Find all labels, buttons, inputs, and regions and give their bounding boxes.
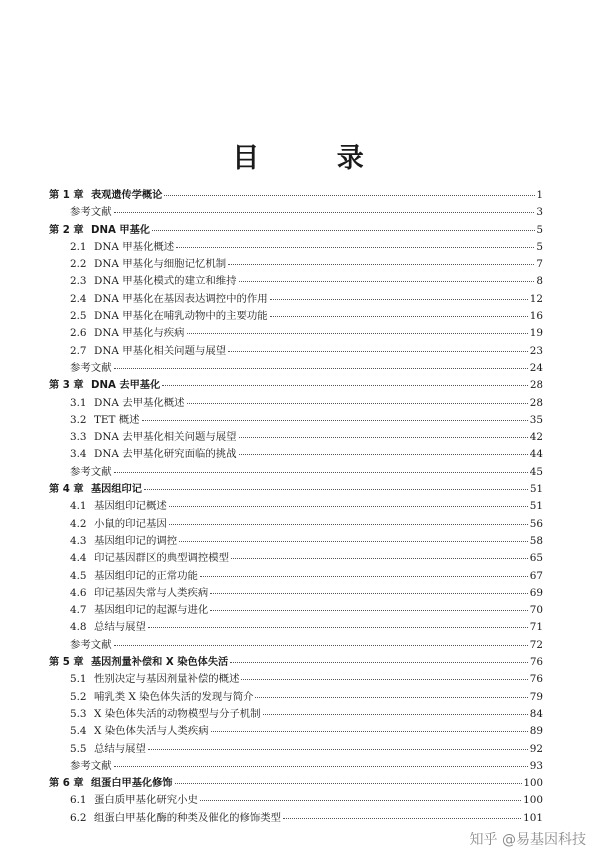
table-of-contents <box>49 187 543 827</box>
entry-title: 表观遗传学概论 <box>91 190 163 201</box>
page-number: 72 <box>529 638 543 651</box>
entry-number: 第 2 章 <box>49 224 84 236</box>
entry-title: 基因组印记概述 <box>94 500 167 513</box>
entry-title: DNA 去甲基化相关问题与展望 <box>94 431 237 444</box>
dot-leader <box>148 617 528 628</box>
entry-title: 印记基因失常与人类疾病 <box>94 586 209 599</box>
dot-leader <box>169 514 528 525</box>
entry-title: DNA 甲基化在哺乳动物中的主要功能 <box>94 310 268 323</box>
entry-number: 第 3 章 <box>49 380 84 392</box>
page-number: 35 <box>529 413 543 426</box>
dot-leader <box>210 583 527 594</box>
entry-title: DNA 甲基化与细胞记忆机制 <box>94 258 227 271</box>
page-number: 5 <box>536 224 543 236</box>
dot-leader <box>241 669 527 680</box>
entry-title: 蛋白质甲基化研究小史 <box>94 794 198 807</box>
dot-leader <box>114 462 528 473</box>
page-number: 79 <box>529 690 543 703</box>
entry-title: DNA 甲基化模式的建立和维持 <box>94 275 237 288</box>
dot-leader <box>162 375 528 386</box>
entry-title: 组蛋白甲基化酶的种类及催化的修饰类型 <box>94 811 282 824</box>
dot-leader <box>230 652 528 663</box>
entry-title: 性别决定与基因剂量补偿的概述 <box>94 673 240 686</box>
page-number: 42 <box>529 431 543 444</box>
page-title: 目 录 <box>232 143 398 174</box>
entry-title: 总结与展望 <box>94 621 146 634</box>
dot-leader <box>210 600 527 611</box>
page-number: 28 <box>529 396 543 409</box>
entry-number: 5.5 <box>70 742 87 755</box>
entry-title: 基因剂量补偿和 X 染色体失活 <box>91 657 229 669</box>
entry-number: 第 1 章 <box>49 190 84 201</box>
dot-leader <box>239 271 535 282</box>
entry-number: 第 4 章 <box>49 484 84 496</box>
dot-leader <box>270 289 528 300</box>
dot-leader <box>114 202 535 213</box>
page-number: 23 <box>529 344 543 357</box>
entry-title: 参考文献 <box>70 465 112 478</box>
page-number: 89 <box>529 725 543 738</box>
page-number: 92 <box>529 742 543 755</box>
page-number: 69 <box>529 586 543 599</box>
toc-entry-section <box>49 810 543 827</box>
page-number: 71 <box>529 621 543 634</box>
entry-title: X 染色体失活与人类疾病 <box>94 725 209 738</box>
page-number: 67 <box>529 569 543 582</box>
dot-leader <box>142 410 528 421</box>
entry-number: 第 5 章 <box>49 657 84 669</box>
dot-leader <box>239 427 528 438</box>
entry-number: 4.6 <box>70 586 87 599</box>
dot-leader <box>179 531 528 542</box>
dot-leader <box>187 323 528 334</box>
page-number: 24 <box>529 361 543 374</box>
entry-number: 4.5 <box>70 569 87 582</box>
entry-title: DNA 去甲基化 <box>91 380 161 392</box>
entry-number: 5.2 <box>70 690 87 703</box>
dot-leader <box>283 808 521 819</box>
entry-title: 哺乳类 X 染色体失活的发现与简介 <box>94 690 254 703</box>
entry-number: 4.1 <box>70 500 87 513</box>
entry-title: 组蛋白甲基化修饰 <box>91 778 173 790</box>
entry-number: 2.4 <box>70 292 87 305</box>
entry-number: 2.6 <box>70 327 87 340</box>
entry-number: 第 6 章 <box>49 778 84 790</box>
entry-title: 参考文献 <box>70 759 112 772</box>
dot-leader <box>176 237 534 248</box>
dot-leader <box>228 341 528 352</box>
dot-leader <box>169 496 528 507</box>
page-number: 51 <box>529 500 543 513</box>
page-number: 3 <box>536 206 543 219</box>
page-number: 51 <box>530 484 543 496</box>
entry-title: DNA 甲基化 <box>91 224 150 236</box>
entry-number: 4.7 <box>70 604 87 617</box>
entry-title: DNA 甲基化概述 <box>94 240 175 253</box>
entry-title: 基因组印记的起源与进化 <box>94 604 209 617</box>
page-number: 8 <box>536 275 543 288</box>
page-number: 12 <box>529 292 543 305</box>
dot-leader <box>114 635 528 646</box>
page-number: 58 <box>529 534 543 547</box>
entry-number: 4.3 <box>70 534 87 547</box>
entry-title: DNA 去甲基化概述 <box>94 396 185 409</box>
entry-number: 6.1 <box>70 794 87 807</box>
page-number: 76 <box>529 673 543 686</box>
entry-number: 5.4 <box>70 725 87 738</box>
page-number: 28 <box>530 380 543 392</box>
dot-leader <box>200 790 521 801</box>
watermark: 知乎 @易基因科技 <box>469 832 586 848</box>
dot-leader <box>200 566 528 577</box>
entry-title: DNA 甲基化相关问题与展望 <box>94 344 227 357</box>
dot-leader <box>114 358 528 369</box>
entry-number: 6.2 <box>70 811 87 824</box>
entry-number: 2.5 <box>70 310 87 323</box>
entry-number: 3.1 <box>70 396 87 409</box>
dot-leader <box>164 185 534 196</box>
entry-number: 3.2 <box>70 413 87 426</box>
page-number: 1 <box>536 190 543 201</box>
dot-leader <box>239 444 528 455</box>
entry-number: 4.2 <box>70 517 87 530</box>
page-number: 19 <box>529 327 543 340</box>
entry-title: TET 概述 <box>94 413 140 426</box>
dot-leader <box>270 306 528 317</box>
page-number: 44 <box>529 448 543 461</box>
page-number: 70 <box>529 604 543 617</box>
page-number: 101 <box>523 811 543 824</box>
page-number: 5 <box>536 240 543 253</box>
dot-leader <box>114 756 528 767</box>
entry-title: X 染色体失活的动物模型与分子机制 <box>94 707 261 720</box>
dot-leader <box>231 548 528 559</box>
entry-number: 3.4 <box>70 448 87 461</box>
entry-title: 基因组印记的调控 <box>94 534 178 547</box>
page-number: 100 <box>523 778 543 790</box>
entry-number: 5.3 <box>70 707 87 720</box>
entry-number: 2.7 <box>70 344 87 357</box>
dot-leader <box>228 254 534 265</box>
entry-number: 2.3 <box>70 275 87 288</box>
entry-number: 4.4 <box>70 552 87 565</box>
entry-number: 2.2 <box>70 258 87 271</box>
entry-number: 3.3 <box>70 431 87 444</box>
entry-number: 5.1 <box>70 673 87 686</box>
page-number: 93 <box>529 759 543 772</box>
dot-leader <box>211 721 528 732</box>
dot-leader <box>148 739 528 750</box>
page-number: 7 <box>536 258 543 271</box>
entry-title: 基因组印记的正常功能 <box>94 569 198 582</box>
page-number: 84 <box>529 707 543 720</box>
entry-title: DNA 甲基化在基因表达调控中的作用 <box>94 292 268 305</box>
dot-leader <box>175 773 522 784</box>
entry-title: 印记基因群区的典型调控模型 <box>94 552 230 565</box>
page-number: 65 <box>529 552 543 565</box>
dot-leader <box>144 479 528 490</box>
entry-title: 基因组印记 <box>91 484 142 496</box>
entry-title: DNA 去甲基化研究面临的挑战 <box>94 448 237 461</box>
page-number: 100 <box>523 794 543 807</box>
entry-title: DNA 甲基化与疾病 <box>94 327 185 340</box>
entry-number: 4.8 <box>70 621 87 634</box>
entry-number: 2.1 <box>70 240 87 253</box>
dot-leader <box>152 220 535 231</box>
page-number: 76 <box>530 657 543 669</box>
page-number: 56 <box>529 517 543 530</box>
page-number: 16 <box>529 310 543 323</box>
entry-title: 参考文献 <box>70 206 112 219</box>
dot-leader <box>255 687 527 698</box>
entry-title: 总结与展望 <box>94 742 146 755</box>
dot-leader <box>187 393 528 404</box>
page-number: 45 <box>529 465 543 478</box>
entry-title: 参考文献 <box>70 638 112 651</box>
entry-title: 小鼠的印记基因 <box>94 517 167 530</box>
entry-title: 参考文献 <box>70 361 112 374</box>
dot-leader <box>263 704 528 715</box>
